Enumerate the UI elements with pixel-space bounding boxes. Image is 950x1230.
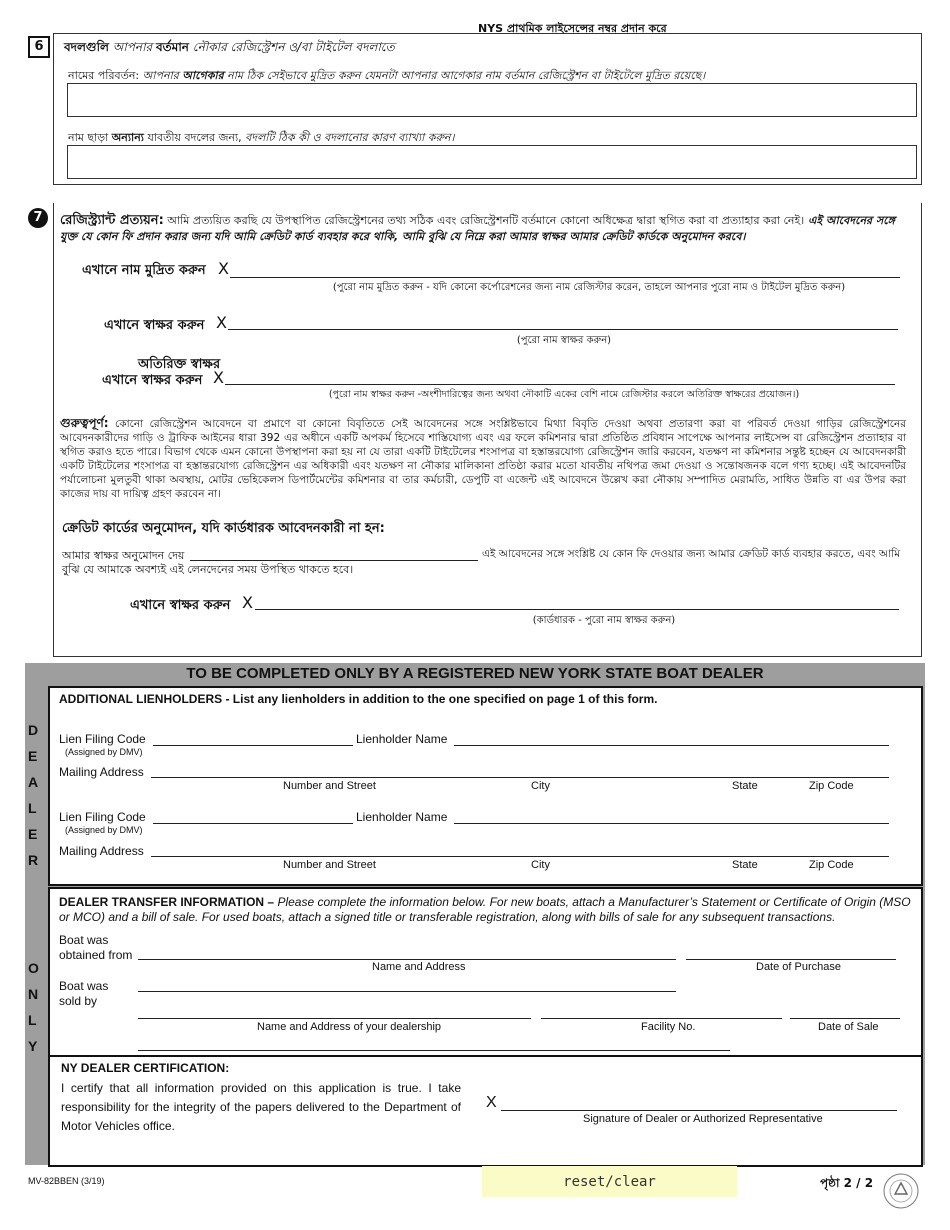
- lien-filing-code-label: Lien Filing Code: [59, 810, 146, 824]
- extra-sign-label-2: এখানে স্বাক্ষর করুন: [102, 373, 203, 388]
- name-change-italic2: নাম ঠিক সেইভাবে মুদ্রিত করুন যেমনটা আপনার আগেকার নাম বর্তমান রেজিস্ট্রেশন বা টাইটেলে মুদ্রিত রয়েছে।: [223, 69, 706, 82]
- section-6-title-italic: আপনার: [108, 40, 156, 54]
- side-letter: L: [28, 800, 37, 816]
- mailing-address-line[interactable]: [151, 856, 889, 857]
- other-italic: বদলটি ঠিক কী ও বদলানোর কারণ ব্যাখ্যা করুন।: [245, 131, 455, 144]
- name-change-italic1: আপনার: [142, 69, 183, 82]
- other-rest: যাবতীয় বদলের জন্য,: [144, 131, 246, 144]
- side-letter: R: [28, 852, 39, 868]
- print-name-label: এখানে নাম মুদ্রিত করুন: [82, 263, 206, 278]
- other-prefix: নাম ছাড়া: [68, 131, 112, 144]
- transfer-title: [59, 895, 911, 925]
- side-letter: D: [28, 722, 39, 738]
- registrant-cert-text: আমি প্রত্যয়িত করছি যে উপস্থাপিত রেজিস্ট্রেশনের তথ্য সঠিক এবং রেজিস্ট্রেশনটি বর্তমানে কোনো অধিক্ষেত্র দ্বারা স্থগিত করা বা প্রত্যাহার করা নেই।: [163, 214, 805, 227]
- certification-title: NY DEALER CERTIFICATION:: [61, 1061, 230, 1075]
- name-change-prefix: নামের পরিবর্তন:: [68, 69, 143, 82]
- side-letter: L: [28, 1012, 37, 1028]
- other-changes-input[interactable]: [67, 145, 917, 179]
- side-letter: O: [28, 960, 39, 976]
- side-letter: A: [28, 774, 39, 790]
- mailing-address-label: Mailing Address: [59, 844, 144, 858]
- obtained-from-line[interactable]: [138, 959, 676, 960]
- credit-suffix-2: বুঝি যে আমাকে অবশ্যই এই লেনদেনের সময় উপস্থিত থাকতে হবে।: [62, 563, 354, 576]
- lienholders-box: [48, 686, 923, 886]
- print-name-x: X: [218, 259, 229, 278]
- caption-number-street: Number and Street: [283, 859, 376, 871]
- caption-city: City: [531, 859, 550, 871]
- section-7-number: 7: [28, 208, 48, 228]
- caption-number-street: Number and Street: [283, 780, 376, 792]
- recycle-logo-icon: [882, 1172, 920, 1210]
- sign-line[interactable]: [228, 329, 898, 330]
- registrant-cert-title: রেজিস্ট্র্যান্ট প্রত্যয়ন:: [60, 213, 164, 228]
- form-number: MV-82BBEN (3/19): [28, 1176, 105, 1186]
- registrant-cert-credit: এই আবেদনের সঙ্গে যুক্ত যে কোন ফি প্রদান করার জন্য যদি আমি ক্রেডিট কার্ড ব্যবহার করে থাকি, আমি বুঝি যে নিম্নে করা আমার স্বাক্ষর আমার ক্রেডিট কার্ডকে অনুমোদন করবে।: [60, 214, 895, 243]
- section-7: [53, 203, 922, 657]
- caption-zip: Zip Code: [809, 859, 854, 871]
- section-6-title-italic2: নৌকার রেজিস্ট্রেশন ও/বা টাইটেল বদলাতে: [188, 40, 395, 54]
- obtained-label-2: obtained from: [59, 948, 133, 962]
- dealer-transfer-box: [48, 887, 923, 1059]
- name-change-bold: আগেকার: [182, 69, 224, 82]
- side-letter: Y: [28, 1038, 38, 1054]
- registrant-certification: [60, 213, 910, 245]
- caption-zip: Zip Code: [809, 780, 854, 792]
- page-number: পৃষ্ঠা 2 / 2: [820, 1176, 874, 1190]
- lienholder-name-line[interactable]: [454, 745, 889, 746]
- certification-x: X: [486, 1094, 497, 1111]
- important-notice: [60, 416, 906, 501]
- mailing-address-line[interactable]: [151, 777, 889, 778]
- credit-sign-x: X: [242, 593, 253, 612]
- section-6-title-bold: বদলগুলি: [64, 40, 109, 54]
- dealer-signature-caption: Signature of Dealer or Authorized Representative: [583, 1113, 823, 1125]
- section-6-number: 6: [28, 36, 50, 58]
- sold-label-2: sold by: [59, 994, 98, 1008]
- caption-date-purchase: Date of Purchase: [756, 961, 841, 973]
- important-title: গুরুত্বপূর্ণ:: [60, 416, 109, 430]
- dealer-certification-box: [48, 1055, 923, 1167]
- lienholders-title: ADDITIONAL LIENHOLDERS - List any lienholders in addition to the one specified on page 1 of this form.: [59, 692, 658, 706]
- assigned-by-dmv: (Assigned by DMV): [65, 825, 143, 835]
- lien-filing-code-line[interactable]: [153, 823, 353, 824]
- extra-sign-caption: (পুরো নাম স্বাক্ষর করুন -অংশীদারিত্বের জন্য অথবা নৌকাটি একের বেশি নামে রেজিস্টার করলে অতিরিক্ত স্বাক্ষরের প্রয়োজন।): [328, 389, 800, 400]
- header-top-note: NYS প্রাথমিক লাইসেন্সের নম্বর প্রদান করে: [478, 22, 667, 35]
- credit-sign-label: এখানে স্বাক্ষর করুন: [130, 598, 231, 613]
- extra-sign-label-1: অতিরিক্ত স্বাক্ষর: [138, 357, 221, 372]
- credit-suffix-1: এই আবেদনের সঙ্গে সংশ্লিষ্ট যে কোন ফি দেওয়ার জন্য আমার ক্রেডিট কার্ড ব্যবহার করতে, এবং আমি: [482, 548, 901, 560]
- dealership-line[interactable]: [138, 1018, 531, 1019]
- caption-state: State: [732, 859, 758, 871]
- transfer-title-bold: DEALER TRANSFER INFORMATION –: [59, 895, 275, 909]
- caption-facility: Facility No.: [641, 1021, 696, 1033]
- section-6-title: [64, 39, 395, 59]
- important-text: কোনো রেজিস্ট্রেশন আবেদনে বা প্রমাণে বা কোনো বিবৃতিতে সেই আবেদনের সঙ্গে সংশ্লিষ্টভাবে মিথ্যা বিবৃতি দেওয়া অথবা প্রতারণা করা বা পরিবর্ত দেওয়া গাড়ির রেজিস্ট্রেশনের আবেদনকারীদের গাড়ি ও ট্রাফিক আইনের ধারা 392 এর অধীনে একটি অপকর্ম হিসেবে শাস্তিযোগ্য এবং এর ফলে কমিশনার দ্বারা প্রতিষ্ঠিত প্রবিধান সাপেক্ষে আপনার লাইসেন্স বা রেজিস্ট্রেশন প্রত্যাহার বা স্থগিত করাও হতে পারে। বিভাগ থেকে এমন কোনো উপস্থাপনা করা হয় না যে তারা একটি টাইটেলের শংসাপত্র বা হস্তান্তরযোগ্য রেজিস্ট্রেশন জারি করবেন, যতক্ষণ না কমিশনার সন্তুষ্ট হচ্ছেন যে আবেদনকারী একটি টাইটেলের শংসাপত্র বা হস্তান্তরযোগ্য রেজিস্ট্রেশন এর অধিকারী এবং যতক্ষণ না নৌকার মালিকানা প্রতিষ্ঠা করার মতো যাবতীয় নথিপত্র জমা দেওয়া ও সন্তোষজনক বলে গণ্য হচ্ছে। এই আবেদনটির পর্যালোচনা মুলতুবী থাকা অবস্থায়, মোটর ভেহিকেলস ডিপার্টমেন্টের কমিশনার বা তার কর্মচারী, ডেপুটি বা এজেন্ট এই আবেদনে উল্লেখ করা নৌকায় সম্পাদিত মেরামতি, সাধিত উন্নতি বা এর উপর করা কাজের দায় বা দায়িত্ব গ্রহণ করবেন না।: [60, 418, 906, 500]
- print-name-line[interactable]: [230, 277, 900, 278]
- facility-no-line[interactable]: [541, 1018, 782, 1019]
- sold-label-1: Boat was: [59, 979, 109, 993]
- sign-caption: (পুরো নাম স্বাক্ষর করুন): [516, 335, 612, 346]
- date-of-sale-line[interactable]: [790, 1018, 900, 1019]
- sign-label: এখানে স্বাক্ষর করুন: [104, 318, 205, 333]
- lien-filing-code-label: Lien Filing Code: [59, 732, 146, 746]
- extra-sign-line[interactable]: [225, 384, 895, 385]
- print-name-caption: (পুরো নাম মুদ্রিত করুন - যদি কোনো কর্পোরেশনের জন্য নাম রেজিস্টার করেন, তাহলে আপনার পুরো নাম ও টাইটেল মুদ্রিত করুন): [332, 282, 846, 293]
- section-6: [53, 33, 922, 185]
- credit-card-title: ক্রেডিট কার্ডের অনুমোদন, যদি কার্ডধারক আবেদনকারী না হন:: [62, 521, 385, 536]
- date-of-purchase-line[interactable]: [686, 959, 896, 960]
- caption-name-address: Name and Address: [372, 961, 466, 973]
- caption-date-sale: Date of Sale: [818, 1021, 879, 1033]
- lienholder-name-line[interactable]: [454, 823, 889, 824]
- sign-x: X: [216, 313, 227, 332]
- caption-dealership: Name and Address of your dealership: [257, 1021, 442, 1033]
- lien-filing-code-line[interactable]: [153, 745, 353, 746]
- dealer-signature-line[interactable]: [501, 1110, 897, 1111]
- section-6-title-bold2: বর্তমান: [155, 40, 189, 54]
- credit-sign-caption: (কার্ডধারক - পুরো নাম স্বাক্ষর করুন): [532, 615, 676, 626]
- assigned-by-dmv: (Assigned by DMV): [65, 747, 143, 757]
- credit-sign-line[interactable]: [255, 609, 899, 610]
- side-letter: E: [28, 748, 38, 764]
- lienholder-name-label: Lienholder Name: [356, 732, 448, 746]
- credit-prefix: আমার স্বাক্ষর অনুমোদন দেয়: [62, 549, 185, 562]
- certification-text: I certify that all information provided on this application is true. I take responsibility for the integrity of the papers delivered to the Department of Motor Vehicles office.: [61, 1081, 461, 1133]
- side-letter: N: [28, 986, 39, 1002]
- mailing-address-label: Mailing Address: [59, 765, 144, 779]
- previous-name-input[interactable]: [67, 83, 917, 117]
- caption-city: City: [531, 780, 550, 792]
- dealership-line-2[interactable]: [138, 1050, 730, 1051]
- sold-by-line-1[interactable]: [138, 991, 676, 992]
- side-letter: E: [28, 826, 38, 842]
- dealer-header: TO BE COMPLETED ONLY BY A REGISTERED NEW YORK STATE BOAT DEALER: [186, 665, 764, 682]
- caption-state: State: [732, 780, 758, 792]
- lienholder-name-label: Lienholder Name: [356, 810, 448, 824]
- reset-clear-button[interactable]: reset/clear: [482, 1166, 737, 1197]
- other-bold: অন্যান্য: [111, 131, 144, 144]
- extra-sign-x: X: [213, 368, 224, 387]
- obtained-label-1: Boat was: [59, 933, 109, 947]
- transfer-title-italic: Please complete the information below. For new boats, attach a Manufacturer’s Statement or Certificate of Origin (MSO or MCO) and a bill of sale. For used boats, attach a signed title or transferable registration, along with bills of sale for any subsequent transactions.: [59, 895, 911, 924]
